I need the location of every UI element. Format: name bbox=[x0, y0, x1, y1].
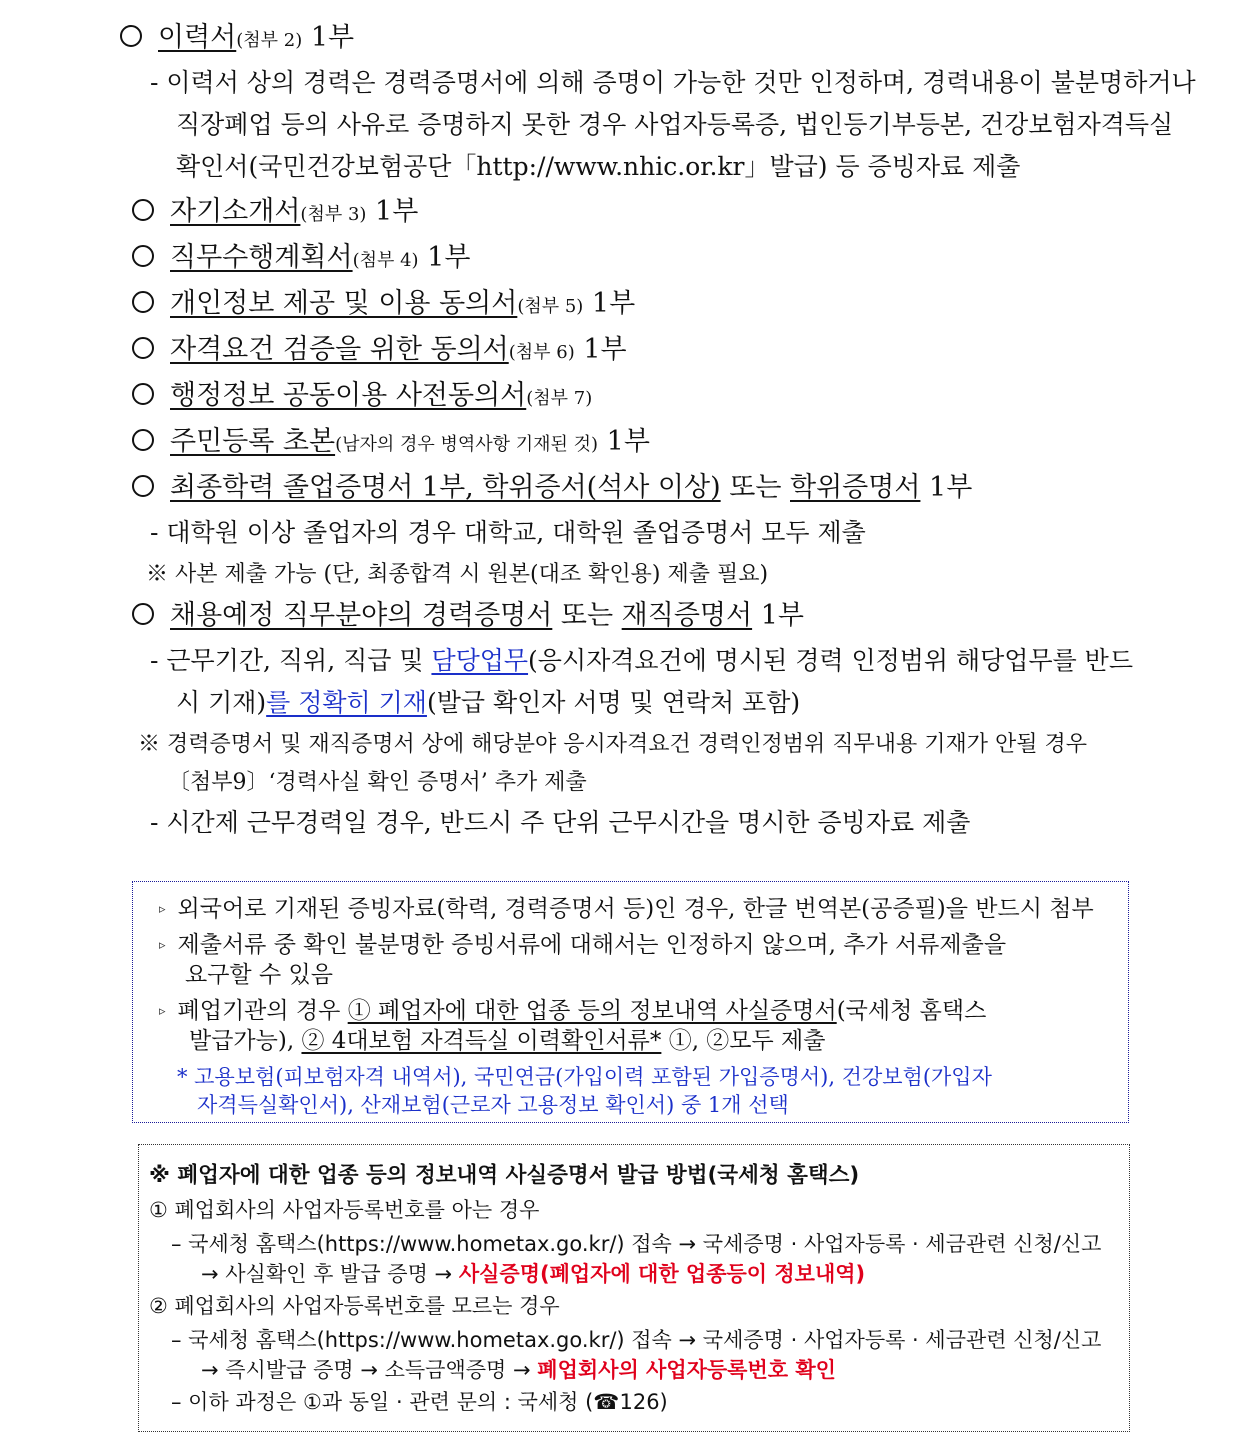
circle-bullet-icon bbox=[132, 475, 154, 497]
item-count: 1부 bbox=[583, 334, 627, 365]
item-title: 이력서 bbox=[158, 22, 237, 53]
highlight-text: 를 정확히 기재 bbox=[266, 688, 427, 717]
text: 제출서류 중 확인 불분명한 증빙서류에 대해서는 인정하지 않으며, 추가 서류제출을 bbox=[177, 932, 1007, 958]
item-attach: (남자의 경우 병역사항 기재된 것) bbox=[335, 434, 599, 455]
desc-line: - 이력서 상의 경력은 경력증명서에 의해 증명이 가능한 것만 인정하며, 경력내용이 불분명하거나 bbox=[150, 68, 1196, 97]
item-education bbox=[132, 470, 972, 506]
text: ①, ②모두 제출 bbox=[668, 1028, 826, 1054]
highlight-text: ① 폐업자에 대한 업종 등의 정보내역 사실증명서 bbox=[347, 998, 837, 1024]
item-title: 최종학력 졸업증명서 1부, 학위증서(석사 이상) bbox=[170, 472, 721, 503]
text: 발급가능), bbox=[189, 1028, 295, 1054]
instruction-line bbox=[201, 1355, 836, 1385]
footnote-line: 자격득실확인서), 산재보험(근로자 고용정보 확인서) 중 1개 선택 bbox=[197, 1093, 789, 1117]
item-title: 개인정보 제공 및 이용 동의서 bbox=[170, 288, 518, 319]
text: → 즉시발급 증명 → 소득금액증명 → bbox=[201, 1358, 531, 1382]
item-title: 주민등록 초본 bbox=[170, 426, 336, 457]
item-title: 재직증명서 bbox=[621, 600, 753, 631]
circle-bullet-icon bbox=[132, 603, 154, 625]
item-qualification bbox=[132, 332, 627, 371]
circle-bullet-icon bbox=[132, 199, 154, 221]
text: - 근무기간, 직위, 직급 및 bbox=[150, 646, 424, 675]
instruction-title: ※ 폐업자에 대한 업종 등의 정보내역 사실증명서 발급 방법(국세청 홈택스) bbox=[149, 1163, 860, 1188]
notice-box bbox=[132, 881, 1129, 1123]
text: 외국어로 기재된 증빙자료(학력, 경력증명서 등)인 경우, 한글 번역본(공증필)을 반드시 첨부 bbox=[177, 896, 1094, 922]
item-title: 직무수행계획서 bbox=[170, 242, 353, 273]
item-title: 학위증명서 bbox=[790, 472, 921, 503]
highlight-text: ② 4대보험 자격득실 이력확인서류* bbox=[301, 1028, 662, 1054]
notice-line bbox=[159, 930, 1006, 961]
item-attach: (첨부 7) bbox=[526, 388, 593, 409]
case-heading: ① 폐업회사의 사업자등록번호를 아는 경우 bbox=[149, 1198, 540, 1222]
circle-bullet-icon bbox=[132, 337, 154, 359]
item-plan bbox=[132, 240, 470, 279]
item-title: 자기소개서 bbox=[170, 196, 301, 227]
instruction-line bbox=[201, 1259, 865, 1289]
text: 시 기재) bbox=[176, 688, 267, 717]
text: → 사실확인 후 발급 증명 → bbox=[201, 1262, 453, 1286]
triangle-bullet-icon: ▹ bbox=[159, 938, 166, 953]
highlight-text: 담당업무 bbox=[431, 646, 529, 675]
item-count: 1부 bbox=[760, 600, 804, 631]
text: 폐업기관의 경우 bbox=[177, 998, 341, 1024]
item-resident bbox=[132, 424, 650, 463]
or-text: 또는 bbox=[729, 472, 782, 503]
triangle-bullet-icon: ▹ bbox=[159, 1004, 166, 1019]
notice-line bbox=[159, 894, 1094, 925]
desc-line: - 대학원 이상 졸업자의 경우 대학교, 대학원 졸업증명서 모두 제출 bbox=[150, 518, 866, 547]
item-count: 1부 bbox=[929, 472, 973, 503]
desc-line bbox=[176, 686, 800, 720]
highlight-text: 사실증명(폐업자에 대한 업종등이 정보내역) bbox=[458, 1262, 866, 1286]
note-line: ※ 사본 제출 가능 (단, 최종합격 시 원본(대조 확인용) 제출 필요) bbox=[146, 562, 769, 587]
item-attach: (첨부 4) bbox=[352, 250, 419, 271]
instruction-line: – 국세청 홈택스(https://www.hometax.go.kr/) 접속 → 국세증명 · 사업자등록 · 세금관련 신청/신고 bbox=[171, 1328, 1102, 1352]
item-count: 1부 bbox=[427, 242, 471, 273]
item-title: 행정정보 공동이용 사전동의서 bbox=[170, 380, 527, 411]
note-line: 〔첨부9〕‘경력사실 확인 증명서’ 추가 제출 bbox=[168, 770, 587, 795]
notice-line: 요구할 수 있음 bbox=[185, 962, 333, 988]
item-privacy bbox=[132, 286, 635, 325]
item-career bbox=[132, 598, 804, 634]
circle-bullet-icon bbox=[132, 291, 154, 313]
circle-bullet-icon bbox=[132, 383, 154, 405]
item-title: 채용예정 직무분야의 경력증명서 bbox=[170, 600, 553, 631]
circle-bullet-icon bbox=[120, 25, 142, 47]
item-count: 1부 bbox=[606, 426, 650, 457]
item-count: 1부 bbox=[310, 22, 355, 53]
item-attach: (첨부 3) bbox=[300, 204, 367, 225]
instruction-box bbox=[138, 1144, 1130, 1432]
item-admin bbox=[132, 378, 592, 417]
item-count: 1부 bbox=[375, 196, 419, 227]
text: (응시자격요건에 명시된 경력 인정범위 해당업무를 반드 bbox=[528, 646, 1133, 675]
instruction-line: – 국세청 홈택스(https://www.hometax.go.kr/) 접속 → 국세증명 · 사업자등록 · 세금관련 신청/신고 bbox=[171, 1232, 1102, 1256]
or-text: 또는 bbox=[560, 600, 614, 631]
item-attach: (첨부 6) bbox=[508, 342, 575, 363]
item-attach: (첨부 5) bbox=[517, 296, 584, 317]
desc-line bbox=[150, 644, 1133, 678]
desc-line: 직장폐업 등의 사유로 증명하지 못한 경우 사업자등록증, 법인등기부등본, 건강보험자격득실 bbox=[176, 110, 1174, 139]
footnote-line: * 고용보험(피보험자격 내역서), 국민연금(가입이력 포함된 가입증명서), 건강보험(가입자 bbox=[177, 1065, 992, 1089]
note-line: ※ 경력증명서 및 재직증명서 상에 해당분야 응시자격요건 경력인정범위 직무내용 기재가 안될 경우 bbox=[138, 732, 1088, 757]
text: (발급 확인자 서명 및 연락처 포함) bbox=[426, 688, 801, 717]
item-intro bbox=[132, 194, 418, 233]
item-title: 자격요건 검증을 위한 동의서 bbox=[170, 334, 509, 365]
item-resume bbox=[120, 20, 354, 59]
case-heading: ② 폐업회사의 사업자등록번호를 모르는 경우 bbox=[149, 1294, 560, 1318]
item-count: 1부 bbox=[591, 288, 636, 319]
item-attach: (첨부 2) bbox=[236, 30, 303, 51]
desc-line: 확인서(국민건강보험공단「http://www.nhic.or.kr」발급) 등 증빙자료 제출 bbox=[176, 152, 1021, 181]
circle-bullet-icon bbox=[132, 245, 154, 267]
triangle-bullet-icon: ▹ bbox=[159, 902, 166, 917]
instruction-line: – 이하 과정은 ①과 동일 · 관련 문의 : 국세청 (☎126) bbox=[171, 1390, 668, 1414]
notice-line bbox=[159, 996, 986, 1027]
highlight-text: 폐업회사의 사업자등록번호 확인 bbox=[537, 1358, 836, 1382]
text: (국세청 홈택스 bbox=[836, 998, 987, 1024]
circle-bullet-icon bbox=[132, 429, 154, 451]
desc-line: - 시간제 근무경력일 경우, 반드시 주 단위 근무시간을 명시한 증빙자료 제출 bbox=[150, 808, 971, 837]
notice-line bbox=[189, 1026, 826, 1056]
